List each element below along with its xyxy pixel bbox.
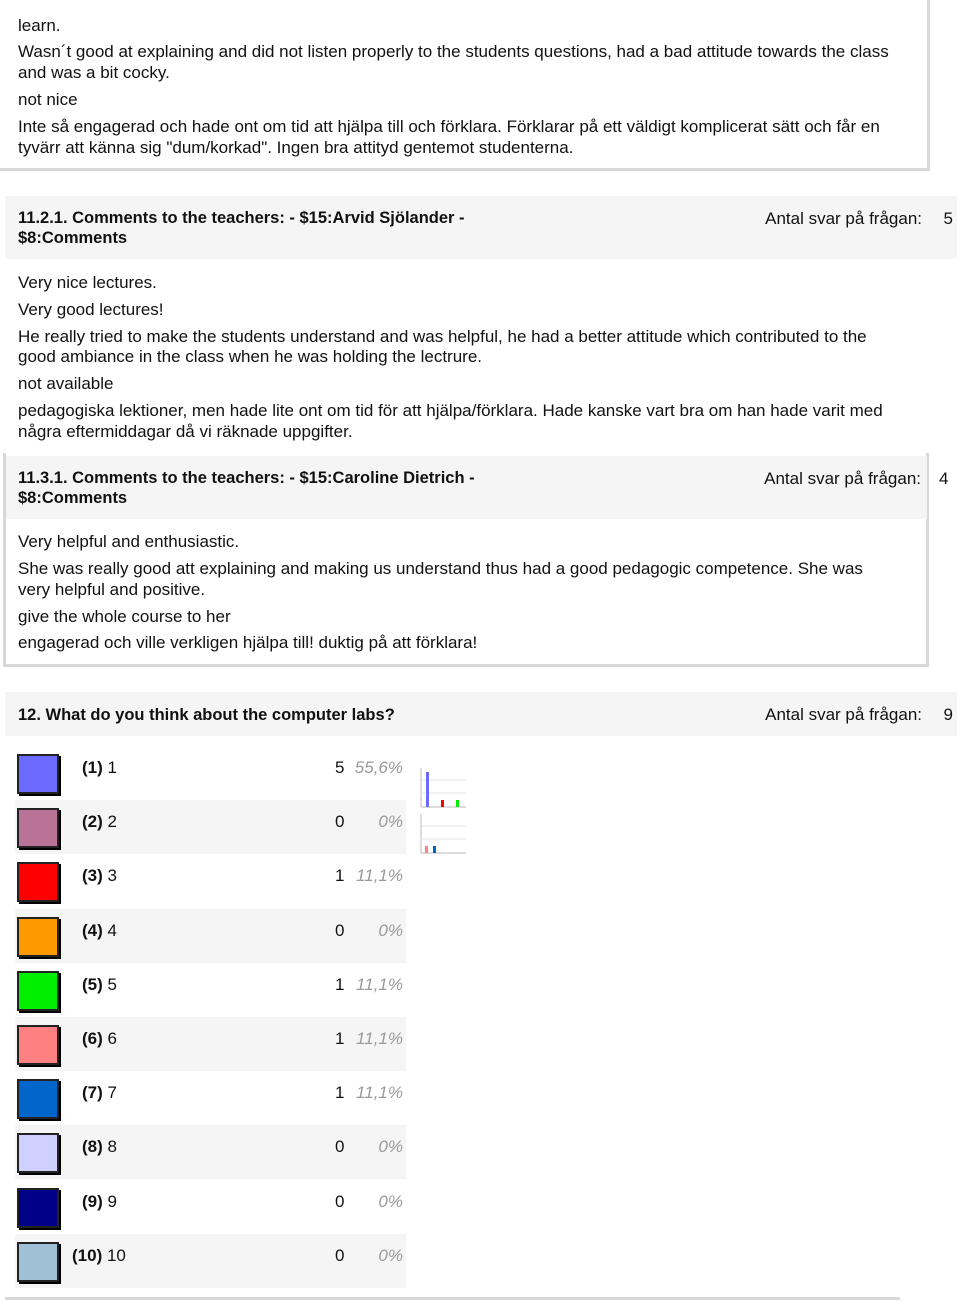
answer-count: 9 <box>943 705 953 724</box>
option-percent: 0% <box>378 921 403 940</box>
option-label <box>82 1137 117 1157</box>
option-number: (3) <box>82 866 103 885</box>
option-percent: 11,1% <box>356 1083 403 1102</box>
option-percent: 0% <box>378 1137 403 1156</box>
option-text: 6 <box>107 1029 117 1048</box>
comment-text: not nice <box>18 90 78 109</box>
option-percent: 11,1% <box>356 866 403 885</box>
question-header-12 <box>5 692 957 736</box>
option-text: 3 <box>107 866 117 885</box>
comment-text: Wasn´t good at explaining and did not listen properly to the students questions, had a bad attitude towards the class <box>18 42 889 61</box>
answer-option-row <box>15 1125 406 1179</box>
option-number: (6) <box>82 1029 103 1048</box>
option-number: (2) <box>82 812 103 831</box>
color-swatch <box>17 862 59 902</box>
option-count: 1 <box>335 866 345 885</box>
question-title: 11.3.1. Comments to the teachers: - $15:Caroline Dietrich - $8:Comments <box>18 469 475 507</box>
option-label <box>82 866 117 886</box>
color-swatch <box>17 808 59 848</box>
option-number: (1) <box>82 758 103 777</box>
answer-count-label: Antal svar på frågan: <box>764 469 921 488</box>
answer-count-label: Antal svar på frågan: <box>765 705 922 724</box>
option-percent: 55,6% <box>354 758 403 777</box>
option-number: (10) <box>72 1246 103 1265</box>
color-swatch <box>17 1079 59 1119</box>
question-header-11-2-1 <box>5 196 957 259</box>
option-label <box>82 812 117 832</box>
color-swatch <box>17 1242 59 1282</box>
answer-count: 4 <box>939 469 949 488</box>
option-text: 5 <box>107 975 117 994</box>
comments-block-continued <box>0 0 930 171</box>
question-header-11-3-1 <box>6 456 927 519</box>
option-text: 4 <box>107 921 117 940</box>
mini-bar-chart <box>418 766 468 810</box>
option-count: 0 <box>335 1246 345 1265</box>
option-label <box>82 921 117 941</box>
option-count: 0 <box>335 1192 345 1211</box>
answer-option-row <box>15 963 406 1017</box>
option-text: 2 <box>107 812 117 831</box>
mini-bar-chart <box>418 812 468 856</box>
comment-text: good ambiance in the class when he was holding the lectrure. <box>18 347 483 366</box>
comment-text: Very helpful and enthusiastic. <box>18 532 240 551</box>
option-number: (5) <box>82 975 103 994</box>
answer-count-label: Antal svar på frågan: <box>765 209 922 228</box>
comment-text: engagerad och ville verkligen hjälpa till! duktig på att förklara! <box>18 633 478 652</box>
answer-option-row <box>15 1234 406 1288</box>
comment-text: He really tried to make the students understand and was helpful, he had a better attitude which contributed to the <box>18 327 867 346</box>
option-number: (4) <box>82 921 103 940</box>
answer-option-row <box>15 1180 406 1234</box>
option-count: 5 <box>335 758 345 777</box>
option-number: (7) <box>82 1083 103 1102</box>
comment-text: She was really good att explaining and making us understand thus had a good pedagogic competence. She was <box>18 559 863 578</box>
answer-option-row <box>15 1017 406 1071</box>
color-swatch <box>17 1133 59 1173</box>
option-label <box>82 975 117 995</box>
answer-option-row <box>15 746 406 800</box>
option-label <box>82 1083 117 1103</box>
option-percent: 0% <box>378 812 403 831</box>
color-swatch <box>17 754 59 794</box>
option-count: 1 <box>335 975 345 994</box>
answer-option-row <box>15 909 406 963</box>
option-count: 0 <box>335 1137 345 1156</box>
option-percent: 0% <box>378 1192 403 1211</box>
answer-option-row <box>15 854 406 908</box>
comment-text: not available <box>18 374 114 393</box>
comment-text: tyvärr att känna sig "dum/korkad". Ingen bra attityd gentemot studenterna. <box>18 138 574 157</box>
option-percent: 11,1% <box>356 1029 403 1048</box>
comment-text: give the whole course to her <box>18 607 231 626</box>
option-count: 1 <box>335 1029 345 1048</box>
option-label <box>82 1029 117 1049</box>
option-text: 9 <box>107 1192 117 1211</box>
color-swatch <box>17 971 59 1011</box>
answer-option-row <box>15 800 406 854</box>
option-number: (8) <box>82 1137 103 1156</box>
color-swatch <box>17 1025 59 1065</box>
comment-text: pedagogiska lektioner, men hade lite ont om tid för att hjälpa/förklara. Hade kanske vart bra om han hade varit med <box>18 401 883 420</box>
option-label <box>82 758 117 778</box>
option-count: 0 <box>335 812 345 831</box>
answer-count: 5 <box>943 209 953 228</box>
comment-text: Very nice lectures. <box>18 273 157 292</box>
color-swatch <box>17 1188 59 1228</box>
option-text: 7 <box>107 1083 117 1102</box>
answer-option-row <box>15 1071 406 1125</box>
comment-text: learn. <box>18 16 61 35</box>
option-count: 1 <box>335 1083 345 1102</box>
comment-text: very helpful and positive. <box>18 580 206 599</box>
option-label <box>72 1246 126 1266</box>
option-text: 10 <box>106 1246 126 1265</box>
option-percent: 0% <box>378 1246 403 1265</box>
option-text: 8 <box>107 1137 117 1156</box>
color-swatch <box>17 917 59 957</box>
option-label <box>82 1192 117 1212</box>
option-text: 1 <box>107 758 117 777</box>
comment-text: Very good lectures! <box>18 300 164 319</box>
comment-text: Inte så engagerad och hade ont om tid att hjälpa till och förklara. Förklarar på ett väldigt komplicerat sätt och får en <box>18 117 880 136</box>
comment-text: några eftermiddagar då vi räknade uppgifter. <box>18 422 353 441</box>
question-title: 12. What do you think about the computer labs? <box>18 706 395 724</box>
option-number: (9) <box>82 1192 103 1211</box>
option-count: 0 <box>335 921 345 940</box>
comment-text: and was a bit cocky. <box>18 63 170 82</box>
option-percent: 11,1% <box>356 975 403 994</box>
divider <box>5 1297 900 1300</box>
question-title: 11.2.1. Comments to the teachers: - $15:Arvid Sjölander - $8:Comments <box>18 209 465 247</box>
